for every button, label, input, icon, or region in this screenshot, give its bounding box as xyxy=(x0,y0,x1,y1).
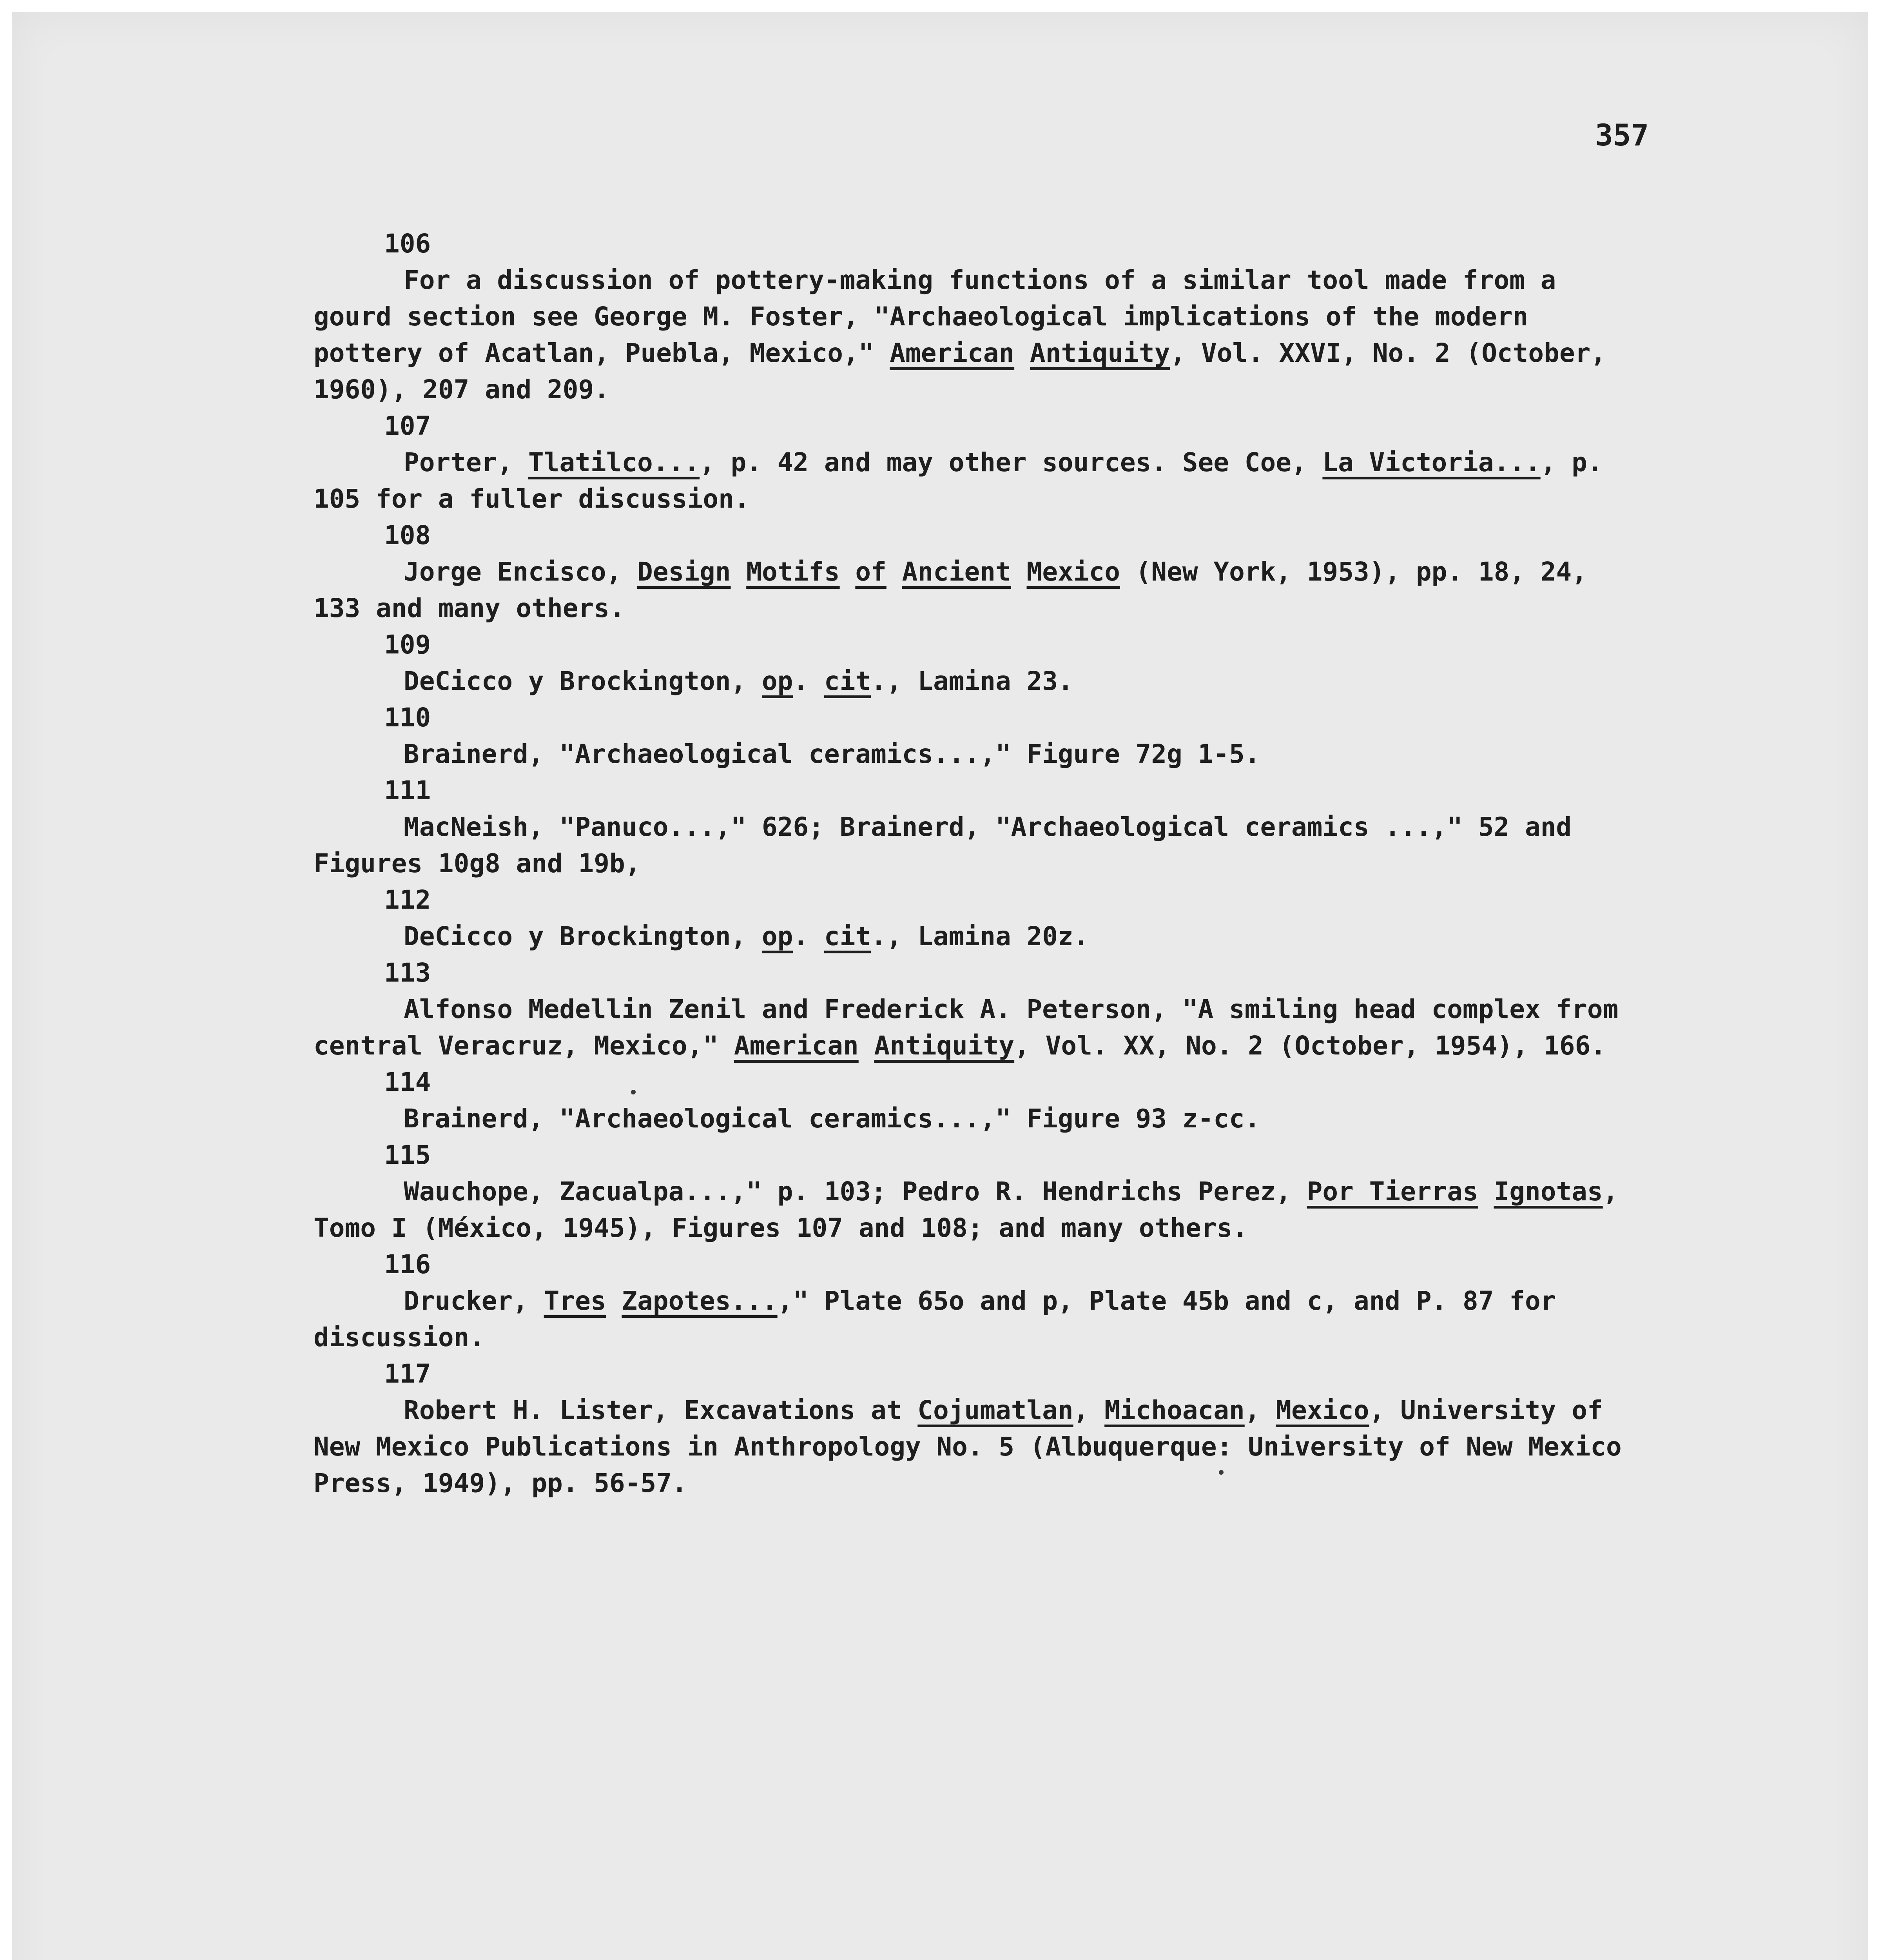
footnote-text-segment: DeCicco y Brockington, xyxy=(404,921,762,951)
footnote xyxy=(314,1246,1646,1356)
footnote-text-segment: Wauchope, Zacualpa...," p. 103; Pedro R. Hendrichs Perez, xyxy=(404,1176,1307,1207)
footnote-text-segment: . xyxy=(793,921,824,951)
footnote xyxy=(314,517,1646,626)
footnote xyxy=(314,626,1646,699)
underlined-title: Tlatilco... xyxy=(528,447,700,477)
footnote xyxy=(314,225,1646,408)
speck-mark xyxy=(631,1090,636,1094)
underlined-title: La Victoria... xyxy=(1322,447,1541,477)
footnote-text-segment xyxy=(859,1031,874,1061)
footnote-text-segment: Robert H. Lister, Excavations at xyxy=(404,1395,918,1425)
footnote-text-segment xyxy=(887,557,902,587)
footnote-text-segment: , Vol. XXVI, No. 2 (October, 1960), 207 and 209. xyxy=(314,338,1606,405)
footnote xyxy=(314,882,1646,955)
underlined-title: Design xyxy=(637,557,731,587)
footnote-text-segment: Jorge Encisco, xyxy=(404,557,638,587)
underlined-title: Ignotas xyxy=(1494,1176,1603,1207)
footnote-text-segment: MacNeish, "Panuco...," 626; Brainerd, "Archaeological ceramics ...," 52 and Figures 10g8 and 19b, xyxy=(314,812,1572,878)
footnote xyxy=(314,1137,1646,1246)
footnote-text xyxy=(314,918,1646,955)
footnote-number: 106 xyxy=(384,229,431,259)
footnote-number: 114 xyxy=(384,1067,431,1097)
footnote-text-segment xyxy=(1011,557,1027,587)
footnote-number: 108 xyxy=(384,520,431,550)
footnote-text xyxy=(314,444,1646,517)
footnote-text-segment: ., Lamina 23. xyxy=(871,666,1073,696)
footnote-text-segment xyxy=(1478,1176,1494,1207)
footnote-text-segment xyxy=(1014,338,1030,368)
footnote-number: 111 xyxy=(384,775,431,806)
underlined-title: Zapotes... xyxy=(622,1286,778,1316)
underlined-title: American xyxy=(734,1031,859,1061)
underlined-title: Michoacan xyxy=(1104,1395,1245,1425)
underlined-title: Tres xyxy=(544,1286,606,1316)
footnote-text-segment: , xyxy=(1073,1395,1105,1425)
footnote-text-segment: Drucker, xyxy=(404,1286,544,1316)
footnote-text-segment: . xyxy=(793,666,824,696)
footnote-text-segment xyxy=(840,557,856,587)
footnote-number: 116 xyxy=(384,1249,431,1279)
footnote xyxy=(314,772,1646,882)
footnote-text-segment: Brainerd, "Archaeological ceramics...," Figure 93 z-cc. xyxy=(404,1103,1260,1134)
paper-sheet xyxy=(12,12,1868,1960)
speck-mark xyxy=(1219,1470,1224,1475)
footnote-text-segment: For a discussion of pottery-making functions of a similar tool made from a gourd section see George M. Foster, "Archaeological implications of the modern pottery of Acatlan, Puebla, Mexico," xyxy=(314,265,1556,368)
underlined-title: Mexico xyxy=(1276,1395,1369,1425)
footnote-number: 112 xyxy=(384,885,431,915)
footnote-text xyxy=(314,1100,1646,1137)
footnote-text xyxy=(314,262,1646,408)
footnote-text xyxy=(314,663,1646,699)
footnote-text-segment: , University of New Mexico Publications in Anthropology No. 5 (Albuquerque: University of New Mexico Press, 1949), pp. 56-57. xyxy=(314,1395,1622,1498)
footnote-text-segment: ., Lamina 20z. xyxy=(871,921,1089,951)
footnote xyxy=(314,408,1646,517)
footnote-text-segment: , xyxy=(1244,1395,1276,1425)
footnote-text-segment: Brainerd, "Archaeological ceramics...," Figure 72g 1-5. xyxy=(404,739,1260,769)
underlined-title: American xyxy=(890,338,1015,368)
footnote-text-segment: , Vol. XX, No. 2 (October, 1954), 166. xyxy=(1014,1031,1606,1061)
footnote-text-segment: (New York, 1953), pp. 18, 24, 133 and many others. xyxy=(314,557,1587,623)
footnote-number: 109 xyxy=(384,630,431,660)
footnote-text-segment xyxy=(731,557,746,587)
footnote-text xyxy=(314,1283,1646,1356)
footnote-text xyxy=(314,736,1646,772)
underlined-title: cit xyxy=(824,666,871,696)
underlined-title: Por Tierras xyxy=(1307,1176,1478,1207)
underlined-title: Mexico xyxy=(1026,557,1120,587)
footnote-text-segment: Alfonso Medellin Zenil and Frederick A. Peterson, "A smiling head complex from central Veracruz, Mexico," xyxy=(314,994,1619,1061)
underlined-title: of xyxy=(855,557,887,587)
underlined-title: Ancient xyxy=(902,557,1011,587)
page-number: 357 xyxy=(1595,118,1649,152)
underlined-title: op xyxy=(761,921,793,951)
footnote-text-segment: ," Plate 65o and p, Plate 45b and c, and P. 87 for discussion. xyxy=(314,1286,1556,1352)
footnote-number: 110 xyxy=(384,702,431,733)
footnote-text xyxy=(314,1173,1646,1246)
footnote-text-segment: DeCicco y Brockington, xyxy=(404,666,762,696)
footnote-text xyxy=(314,554,1646,626)
footnote-number: 113 xyxy=(384,958,431,988)
footnote-number: 117 xyxy=(384,1359,431,1389)
footnote-number: 115 xyxy=(384,1140,431,1170)
underlined-title: Antiquity xyxy=(1030,338,1170,368)
footnote xyxy=(314,955,1646,1064)
underlined-title: Motifs xyxy=(746,557,840,587)
footnote xyxy=(314,1356,1646,1501)
underlined-title: Antiquity xyxy=(874,1031,1015,1061)
footnotes-list xyxy=(314,225,1646,1501)
footnote xyxy=(314,699,1646,772)
footnote-text xyxy=(314,809,1646,882)
footnote-text xyxy=(314,991,1646,1064)
footnote-text-segment: , Tomo I (México, 1945), Figures 107 and 108; and many others. xyxy=(314,1176,1619,1243)
footnote-text-segment: , p. 42 and may other sources. See Coe, xyxy=(699,447,1323,477)
footnote-text-segment: , p. 105 for a fuller discussion. xyxy=(314,447,1603,514)
underlined-title: Cojumatlan xyxy=(917,1395,1073,1425)
footnote-text xyxy=(314,1392,1646,1501)
footnote xyxy=(314,1064,1646,1137)
underlined-title: op xyxy=(761,666,793,696)
footnote-text-segment xyxy=(606,1286,622,1316)
underlined-title: cit xyxy=(824,921,871,951)
footnote-text-segment: Porter, xyxy=(404,447,528,477)
footnote-number: 107 xyxy=(384,411,431,441)
